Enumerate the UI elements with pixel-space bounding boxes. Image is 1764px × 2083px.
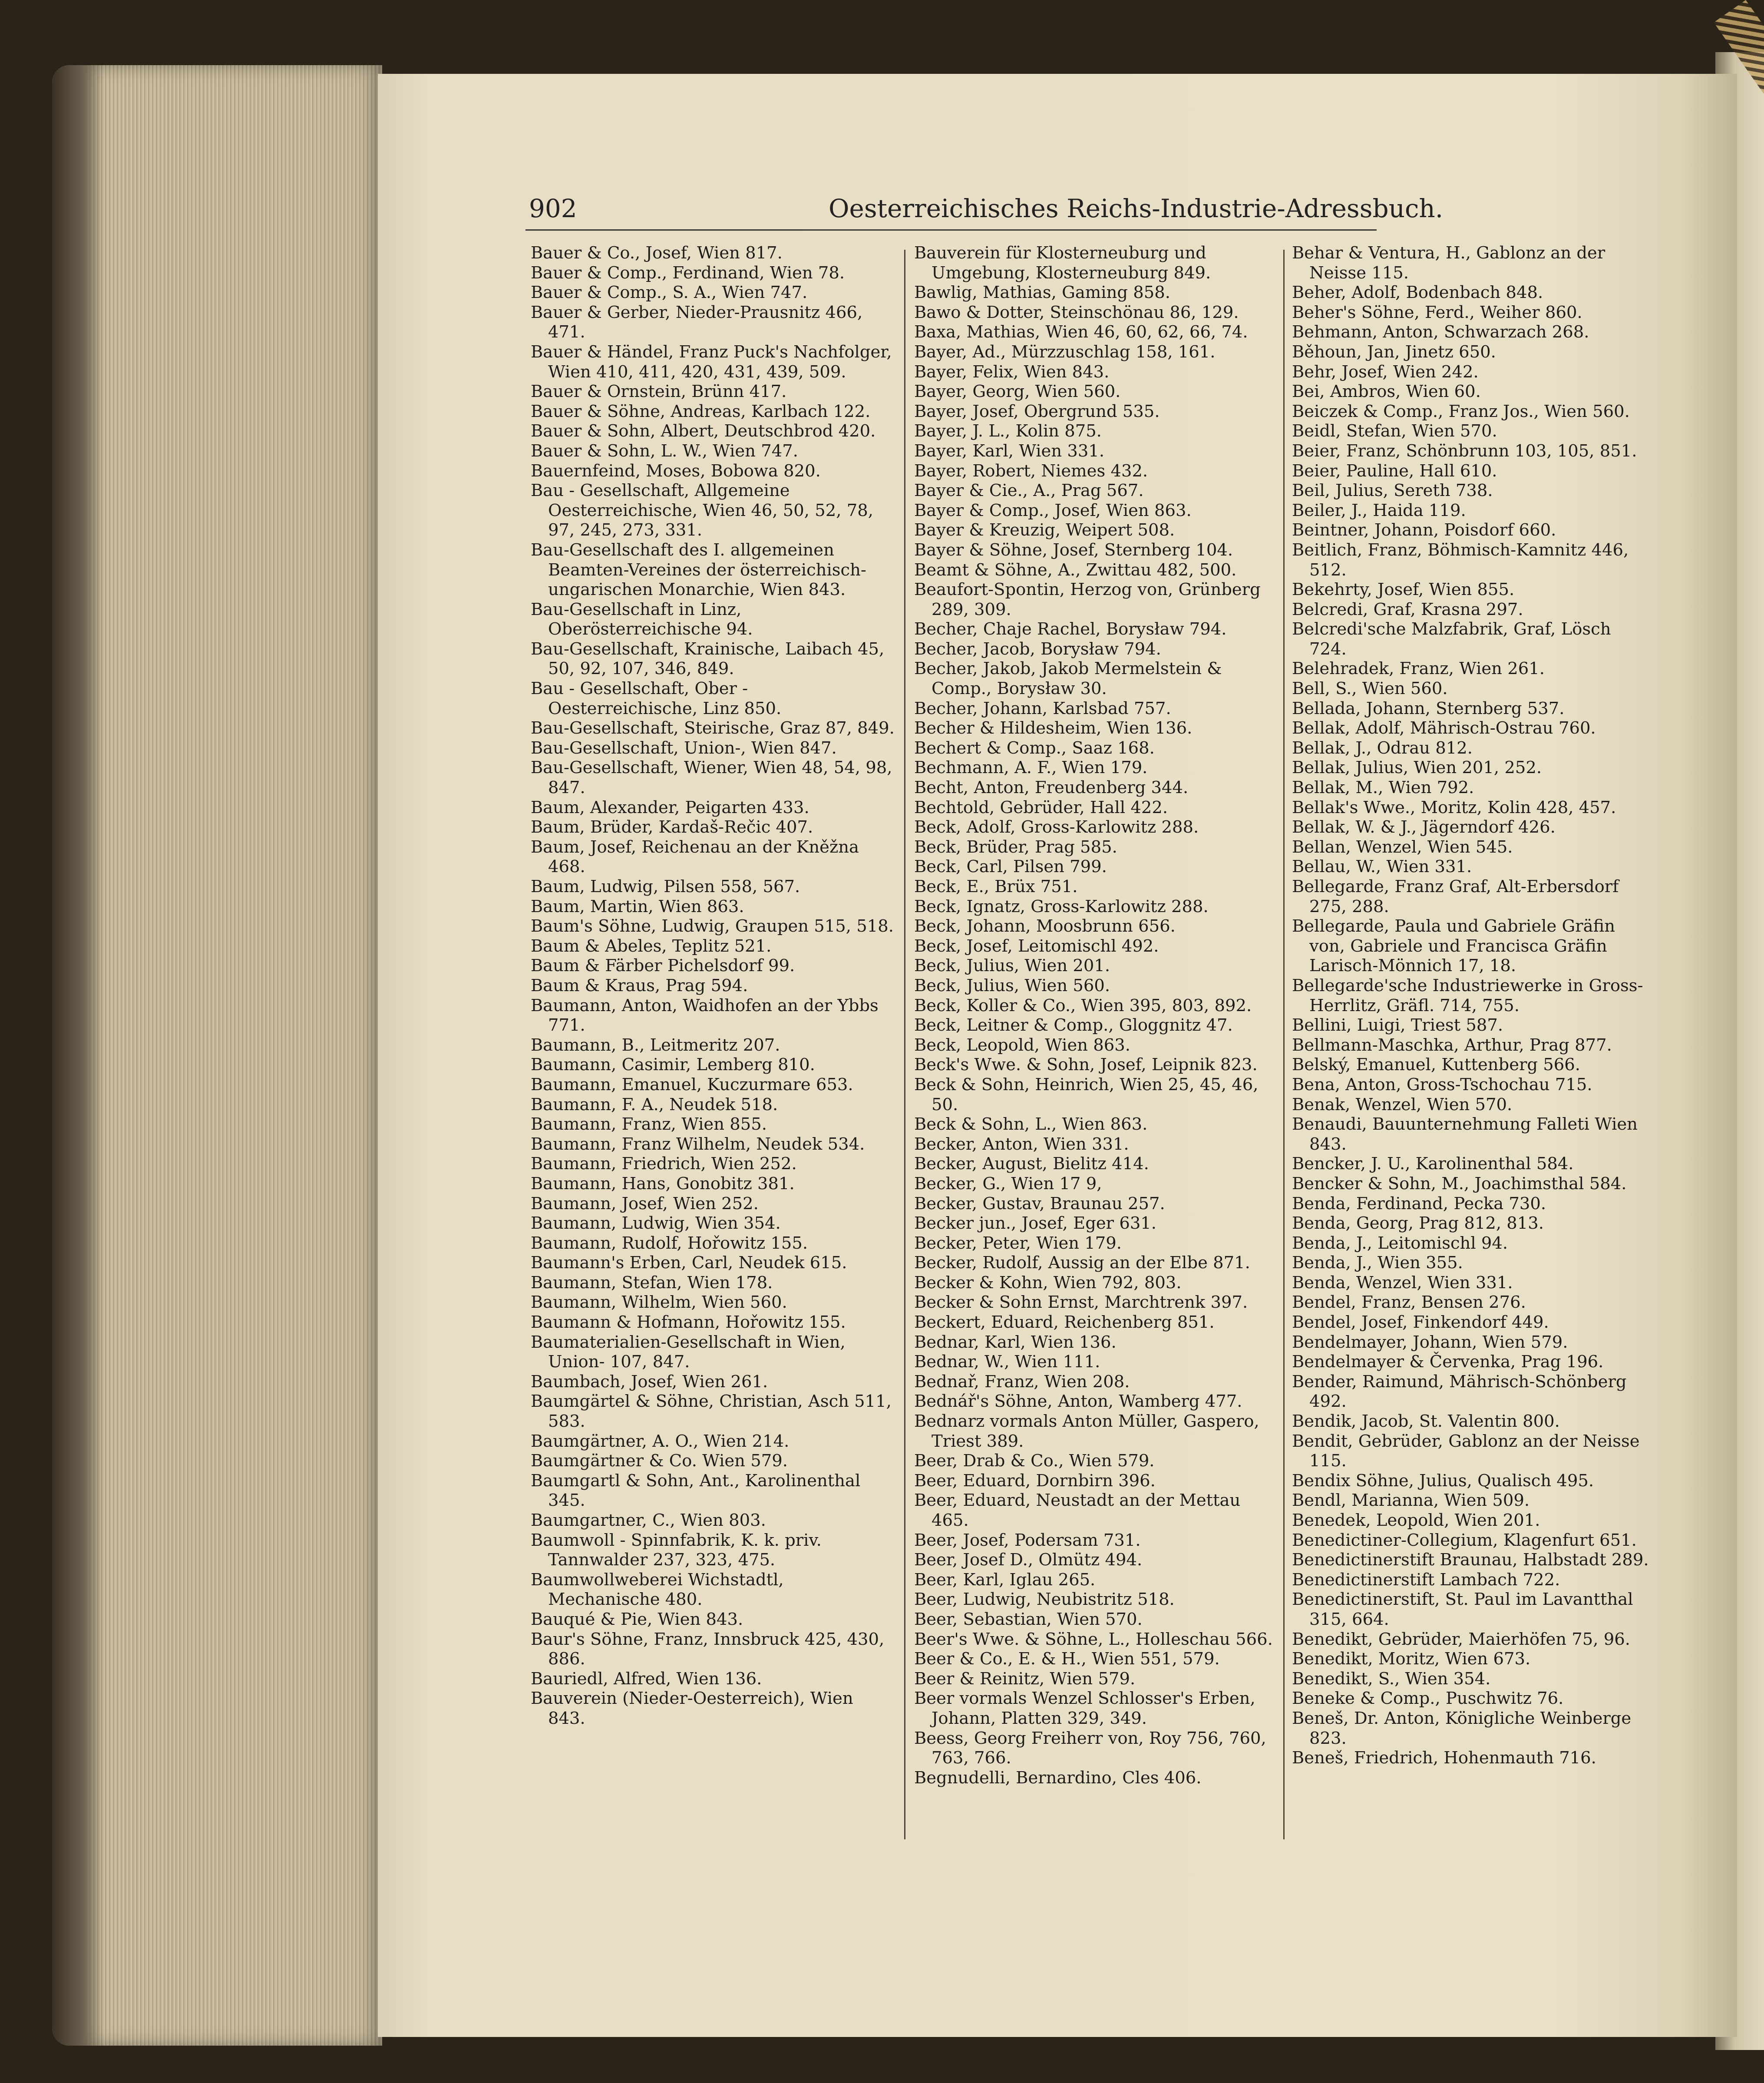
- directory-entry: Baumann, Wilhelm, Wien 560.: [531, 1293, 787, 1313]
- directory-entry: Beer, Josef, Podersam 731.: [914, 1530, 1141, 1550]
- directory-entry: Becker, Rudolf, Aussig an der Elbe 871.: [914, 1253, 1250, 1273]
- directory-entry: Beck, Ignatz, Gross-Karlowitz 288.: [914, 896, 1209, 916]
- directory-entry: Belský, Emanuel, Kuttenberg 566.: [1292, 1055, 1580, 1075]
- directory-entry: Bednar, W., Wien 111.: [914, 1352, 1100, 1372]
- directory-entry: Baum & Färber Pichelsdorf 99.: [531, 956, 795, 976]
- directory-entry: Baumann, B., Leitmeritz 207.: [531, 1035, 780, 1055]
- directory-entry: Beck & Sohn, L., Wien 863.: [914, 1114, 1148, 1134]
- directory-entry: Beer, Josef D., Olmütz 494.: [914, 1550, 1143, 1570]
- directory-entry: Bendix Söhne, Julius, Qualisch 495.: [1292, 1471, 1594, 1491]
- directory-entry: Bauriedl, Alfred, Wien 136.: [531, 1669, 762, 1689]
- directory-entry: Begnudelli, Bernardino, Cles 406.: [914, 1768, 1202, 1788]
- directory-entry: Baumgärtner, A. O., Wien 214.: [531, 1431, 790, 1451]
- directory-entry: Belehradek, Franz, Wien 261.: [1292, 659, 1545, 679]
- directory-entry: Bendel, Franz, Bensen 276.: [1292, 1293, 1526, 1313]
- book-spine-shadow: [52, 65, 104, 2046]
- directory-entry: Becher, Chaje Rachel, Borysław 794.: [914, 619, 1227, 639]
- directory-entry: Beck, Josef, Leitomischl 492.: [914, 936, 1159, 956]
- directory-entry: Bellegarde, Franz Graf, Alt-Erbersdorf 275, 288.: [1292, 877, 1619, 916]
- directory-entry: Bau-Gesellschaft des I. allgemeinen Beamten-Vereines der österreichisch-ungarischen Monarchie, Wien 843.: [531, 540, 866, 600]
- directory-entry: Bellak, J., Odrau 812.: [1292, 738, 1473, 758]
- directory-entry: Bauer & Comp., Ferdinand, Wien 78.: [531, 263, 845, 283]
- directory-entry: Bau - Gesellschaft, Allgemeine Oesterreichische, Wien 46, 50, 52, 78, 97, 245, 273, 331.: [531, 481, 873, 540]
- directory-entry: Bena, Anton, Gross-Tschochau 715.: [1292, 1075, 1592, 1094]
- directory-entry: Beneš, Friedrich, Hohenmauth 716.: [1292, 1748, 1596, 1768]
- directory-entry: Beck, Brüder, Prag 585.: [914, 837, 1117, 857]
- directory-entry: Bendik, Jacob, St. Valentin 800.: [1292, 1412, 1560, 1432]
- directory-entry: Bayer, Georg, Wien 560.: [914, 382, 1121, 402]
- directory-entry: Bencker, J. U., Karolinenthal 584.: [1292, 1154, 1574, 1174]
- directory-entry: Baumaterialien-Gesellschaft in Wien, Union- 107, 847.: [531, 1332, 846, 1372]
- directory-entry: Behmann, Anton, Schwarzach 268.: [1292, 322, 1589, 342]
- directory-entry: Beneke & Comp., Puschwitz 76.: [1292, 1689, 1564, 1709]
- directory-entry: Bayer, J. L., Kolin 875.: [914, 421, 1102, 441]
- directory-entry: Beiczek & Comp., Franz Jos., Wien 560.: [1292, 401, 1630, 421]
- directory-entry: Baum, Josef, Reichenau an der Kněžna 468.: [531, 837, 859, 877]
- directory-entry: Baumgärtner & Co. Wien 579.: [531, 1451, 788, 1471]
- directory-entry: Behr, Josef, Wien 242.: [1292, 362, 1479, 382]
- directory-entry: Baumann, Franz Wilhelm, Neudek 534.: [531, 1134, 865, 1154]
- directory-entry: Baumgartner, C., Wien 803.: [531, 1511, 766, 1530]
- directory-entry: Bauverein (Nieder-Oesterreich), Wien 843.: [531, 1689, 853, 1728]
- directory-entry: Beher, Adolf, Bodenbach 848.: [1292, 283, 1543, 303]
- directory-entry: Baumann, Emanuel, Kuczurmare 653.: [531, 1075, 853, 1094]
- directory-entry: Bau-Gesellschaft, Krainische, Laibach 45, 50, 92, 107, 346, 849.: [531, 639, 885, 679]
- directory-entry: Benak, Wenzel, Wien 570.: [1292, 1094, 1513, 1114]
- directory-entry: Benedictiner-Collegium, Klagenfurt 651.: [1292, 1530, 1637, 1550]
- directory-entry: Baumgärtel & Söhne, Christian, Asch 511, 583.: [531, 1392, 892, 1432]
- page-number: 902: [529, 194, 577, 223]
- directory-entry: Becker, Peter, Wien 179.: [914, 1233, 1122, 1253]
- directory-entry: Bauer & Sohn, Albert, Deutschbrod 420.: [531, 421, 876, 441]
- directory-entry: Bauer & Ornstein, Brünn 417.: [531, 382, 787, 402]
- directory-entry: Beer, Karl, Iglau 265.: [914, 1570, 1096, 1590]
- directory-entry: Bayer, Karl, Wien 331.: [914, 441, 1105, 461]
- directory-entry: Bechtold, Gebrüder, Hall 422.: [914, 797, 1168, 817]
- directory-entry: Baumann, Stefan, Wien 178.: [531, 1273, 773, 1293]
- column-divider: [904, 250, 905, 1839]
- directory-entry: Baum's Söhne, Ludwig, Graupen 515, 518.: [531, 916, 894, 936]
- directory-entry: Beck, Carl, Pilsen 799.: [914, 857, 1107, 877]
- directory-entry: Baumbach, Josef, Wien 261.: [531, 1372, 768, 1392]
- directory-entry: Benedictinerstift Lambach 722.: [1292, 1570, 1560, 1590]
- directory-entry: Bellini, Luigi, Triest 587.: [1292, 1015, 1503, 1035]
- directory-entry: Beneš, Dr. Anton, Königliche Weinberge 823.: [1292, 1708, 1632, 1748]
- directory-entry: Baumgartl & Sohn, Ant., Karolinenthal 345.: [531, 1471, 861, 1511]
- directory-entry: Baum & Abeles, Teplitz 521.: [531, 936, 772, 956]
- directory-column-2: [914, 243, 1281, 1788]
- directory-entry: Bellak, M., Wien 792.: [1292, 778, 1474, 798]
- directory-entry: Beer, Ludwig, Neubistritz 518.: [914, 1590, 1175, 1610]
- directory-entry: Benda, Ferdinand, Pecka 730.: [1292, 1194, 1546, 1213]
- directory-entry: Bayer & Cie., A., Prag 567.: [914, 481, 1144, 501]
- directory-entry: Beck, Leitner & Comp., Gloggnitz 47.: [914, 1015, 1233, 1035]
- directory-entry: Bednar, Karl, Wien 136.: [914, 1332, 1117, 1352]
- directory-entry: Bellau, W., Wien 331.: [1292, 857, 1472, 877]
- directory-entry: Bednař, Franz, Wien 208.: [914, 1372, 1130, 1392]
- directory-entry: Bednarz vormals Anton Müller, Gaspero, Triest 389.: [914, 1412, 1259, 1451]
- directory-entry: Baumann & Hofmann, Hořowitz 155.: [531, 1313, 846, 1332]
- directory-entry: Bayer, Felix, Wien 843.: [914, 362, 1110, 382]
- directory-entry: Bellak, W. & J., Jägerndorf 426.: [1292, 817, 1556, 837]
- directory-entry: Beier, Pauline, Hall 610.: [1292, 461, 1497, 481]
- directory-entry: Bayer & Kreuzig, Weipert 508.: [914, 520, 1175, 540]
- directory-entry: Becher & Hildesheim, Wien 136.: [914, 718, 1193, 738]
- header-rule: [525, 229, 1377, 231]
- directory-entry: Bauer & Sohn, L. W., Wien 747.: [531, 441, 798, 461]
- directory-entry: Beaufort-Spontin, Herzog von, Grünberg 289, 309.: [914, 580, 1261, 619]
- directory-entry: Benedikt, Moritz, Wien 673.: [1292, 1649, 1531, 1669]
- directory-entry: Baum, Alexander, Peigarten 433.: [531, 797, 809, 817]
- directory-entry: Bei, Ambros, Wien 60.: [1292, 382, 1481, 402]
- directory-entry: Bell, S., Wien 560.: [1292, 679, 1448, 699]
- directory-entry: Beer vormals Wenzel Schlosser's Erben, Johann, Platten 329, 349.: [914, 1689, 1255, 1728]
- directory-entry: Becher, Jakob, Jakob Mermelstein & Comp., Borysław 30.: [914, 659, 1222, 699]
- directory-entry: Bau-Gesellschaft, Union-, Wien 847.: [531, 738, 837, 758]
- directory-entry: Belcredi, Graf, Krasna 297.: [1292, 599, 1523, 619]
- directory-entry: Benda, J., Leitomischl 94.: [1292, 1233, 1508, 1253]
- directory-entry: Baxa, Mathias, Wien 46, 60, 62, 66, 74.: [914, 322, 1248, 342]
- directory-entry: Becht, Anton, Freudenberg 344.: [914, 778, 1189, 798]
- directory-entry: Baumwoll - Spinnfabrik, K. k. priv. Tannwalder 237, 323, 475.: [531, 1530, 822, 1570]
- directory-entry: Benedikt, S., Wien 354.: [1292, 1669, 1491, 1689]
- directory-entry: Baum, Martin, Wien 863.: [531, 896, 744, 916]
- directory-entry: Becker, August, Bielitz 414.: [914, 1154, 1149, 1174]
- directory-entry: Bellak's Wwe., Moritz, Kolin 428, 457.: [1292, 797, 1616, 817]
- directory-entry: Baumann, Ludwig, Wien 354.: [531, 1213, 781, 1233]
- directory-entry: Bender, Raimund, Mährisch-Schönberg 492.: [1292, 1372, 1627, 1412]
- directory-entry: Beer, Eduard, Dornbirn 396.: [914, 1471, 1156, 1491]
- directory-entry: Bauverein für Klosterneuburg und Umgebung, Klosterneuburg 849.: [914, 243, 1211, 283]
- directory-entry: Baumann, Anton, Waidhofen an der Ybbs 771.: [531, 995, 879, 1035]
- directory-entry: Beer, Sebastian, Wien 570.: [914, 1609, 1143, 1629]
- directory-entry: Beier, Franz, Schönbrunn 103, 105, 851.: [1292, 441, 1637, 461]
- running-title: Oesterreichisches Reichs-Industrie-Adressbuch.: [829, 194, 1444, 223]
- directory-entry: Baur's Söhne, Franz, Innsbruck 425, 430, 886.: [531, 1629, 885, 1669]
- directory-entry: Benedikt, Gebrüder, Maierhöfen 75, 96.: [1292, 1629, 1630, 1649]
- directory-entry: Bauer & Söhne, Andreas, Karlbach 122.: [531, 401, 871, 421]
- directory-entry: Beck, Julius, Wien 201.: [914, 956, 1110, 976]
- directory-entry: Beck's Wwe. & Sohn, Josef, Leipnik 823.: [914, 1055, 1258, 1075]
- directory-entry: Baumann, Hans, Gonobitz 381.: [531, 1174, 795, 1194]
- directory-entry: Baumann, Casimir, Lemberg 810.: [531, 1055, 815, 1075]
- directory-entry: Baum & Kraus, Prag 594.: [531, 975, 748, 995]
- directory-entry: Bendelmayer & Červenka, Prag 196.: [1292, 1352, 1604, 1372]
- directory-entry: Bau-Gesellschaft, Steirische, Graz 87, 849.: [531, 718, 895, 738]
- directory-entry: Bawlig, Mathias, Gaming 858.: [914, 283, 1171, 303]
- directory-entry: Benda, J., Wien 355.: [1292, 1253, 1463, 1273]
- directory-entry: Baum, Ludwig, Pilsen 558, 567.: [531, 877, 800, 896]
- directory-entry: Beck, Johann, Moosbrunn 656.: [914, 916, 1176, 936]
- directory-entry: Baumann's Erben, Carl, Neudek 615.: [531, 1253, 847, 1273]
- directory-entry: Bauernfeind, Moses, Bobowa 820.: [531, 461, 821, 481]
- directory-entry: Bednář's Söhne, Anton, Wamberg 477.: [914, 1392, 1242, 1412]
- directory-entry: Bendelmayer, Johann, Wien 579.: [1292, 1332, 1568, 1352]
- directory-entry: Becker jun., Josef, Eger 631.: [914, 1213, 1157, 1233]
- directory-entry: Benda, Wenzel, Wien 331.: [1292, 1273, 1513, 1293]
- directory-entry: Bechmann, A. F., Wien 179.: [914, 758, 1148, 778]
- directory-entry: Beckert, Eduard, Reichenberg 851.: [914, 1313, 1215, 1332]
- directory-entry: Baumann, Franz, Wien 855.: [531, 1114, 767, 1134]
- directory-entry: Beer, Eduard, Neustadt an der Mettau 465.: [914, 1491, 1241, 1530]
- directory-entry: Beck, Adolf, Gross-Karlowitz 288.: [914, 817, 1199, 837]
- directory-entry: Baumann, Rudolf, Hořowitz 155.: [531, 1233, 808, 1253]
- directory-entry: Beamt & Söhne, A., Zwittau 482, 500.: [914, 560, 1237, 580]
- directory-entry: Becker & Sohn Ernst, Marchtrenk 397.: [914, 1293, 1248, 1313]
- directory-entry: Beer's Wwe. & Söhne, L., Holleschau 566.: [914, 1629, 1273, 1649]
- directory-entry: Benedictinerstift Braunau, Halbstadt 289.: [1292, 1550, 1649, 1570]
- directory-entry: Bellak, Adolf, Mährisch-Ostrau 760.: [1292, 718, 1596, 738]
- page-header: [529, 191, 1444, 226]
- directory-entry: Beck, Koller & Co., Wien 395, 803, 892.: [914, 995, 1252, 1015]
- directory-entry: Beer & Reinitz, Wien 579.: [914, 1669, 1136, 1689]
- directory-entry: Becher, Johann, Karlsbad 757.: [914, 698, 1171, 718]
- directory-entry: Bellmann-Maschka, Arthur, Prag 877.: [1292, 1035, 1612, 1055]
- directory-entry: Bendit, Gebrüder, Gablonz an der Neisse 115.: [1292, 1431, 1640, 1471]
- directory-entry: Bayer, Ad., Mürzzuschlag 158, 161.: [914, 342, 1216, 362]
- directory-entry: Bau - Gesellschaft, Ober - Oesterreichische, Linz 850.: [531, 679, 782, 718]
- directory-entry: Beck, Leopold, Wien 863.: [914, 1035, 1130, 1055]
- directory-entry: Beintner, Johann, Poisdorf 660.: [1292, 520, 1556, 540]
- directory-entry: Bau-Gesellschaft, Wiener, Wien 48, 54, 98, 847.: [531, 758, 892, 798]
- directory-entry: Bau-Gesellschaft in Linz, Oberösterreichische 94.: [531, 599, 753, 639]
- directory-entry: Baumwollweberei Wichstadtl, Mechanische 480.: [531, 1570, 784, 1610]
- directory-entry: Benaudi, Bauunternehmung Falleti Wien 843.: [1292, 1114, 1638, 1154]
- directory-column-1: [531, 243, 895, 1729]
- directory-entry: Beher's Söhne, Ferd., Weiher 860.: [1292, 302, 1582, 322]
- directory-entry: Becker, G., Wien 17 9,: [914, 1174, 1102, 1194]
- directory-entry: Bayer, Josef, Obergrund 535.: [914, 401, 1160, 421]
- directory-entry: Bawo & Dotter, Steinschönau 86, 129.: [914, 302, 1239, 322]
- directory-entry: Bellegarde'sche Industriewerke in Gross-Herrlitz, Gräfl. 714, 755.: [1292, 975, 1643, 1015]
- directory-entry: Bellak, Julius, Wien 201, 252.: [1292, 758, 1542, 778]
- directory-entry: Bauer & Gerber, Nieder-Prausnitz 466, 471.: [531, 302, 863, 342]
- directory-entry: Benedek, Leopold, Wien 201.: [1292, 1511, 1540, 1530]
- directory-entry: Beer & Co., E. & H., Wien 551, 579.: [914, 1649, 1220, 1669]
- directory-entry: Benedictinerstift, St. Paul im Lavantthal 315, 664.: [1292, 1590, 1633, 1629]
- directory-entry: Bayer, Robert, Niemes 432.: [914, 461, 1148, 481]
- directory-entry: Bendel, Josef, Finkendorf 449.: [1292, 1313, 1549, 1332]
- directory-entry: Baumann, Friedrich, Wien 252.: [531, 1154, 797, 1174]
- directory-entry: Bayer & Söhne, Josef, Sternberg 104.: [914, 540, 1233, 560]
- directory-entry: Bechert & Comp., Saaz 168.: [914, 738, 1155, 758]
- directory-entry: Bellegarde, Paula und Gabriele Gräfin von, Gabriele und Francisca Gräfin Larisch-Mönnich 17, 18.: [1292, 916, 1615, 976]
- directory-entry: Beess, Georg Freiherr von, Roy 756, 760, 763, 766.: [914, 1728, 1266, 1768]
- directory-entry: Bauer & Comp., S. A., Wien 747.: [531, 283, 808, 303]
- directory-entry: Becher, Jacob, Borysław 794.: [914, 639, 1161, 659]
- directory-entry: Beck, Julius, Wien 560.: [914, 975, 1110, 995]
- directory-entry: Bauer & Co., Josef, Wien 817.: [531, 243, 783, 263]
- directory-entry: Bellada, Johann, Sternberg 537.: [1292, 698, 1565, 718]
- directory-entry: Becker, Anton, Wien 331.: [914, 1134, 1129, 1154]
- directory-entry: Bekehrty, Josef, Wien 855.: [1292, 580, 1515, 600]
- directory-entry: Becker, Gustav, Braunau 257.: [914, 1194, 1165, 1213]
- directory-entry: Beiler, J., Haida 119.: [1292, 500, 1466, 520]
- directory-entry: Baumann, F. A., Neudek 518.: [531, 1094, 778, 1114]
- directory-entry: Běhoun, Jan, Jinetz 650.: [1292, 342, 1496, 362]
- directory-entry: Bauqué & Pie, Wien 843.: [531, 1609, 743, 1629]
- directory-entry: Beer, Drab & Co., Wien 579.: [914, 1451, 1155, 1471]
- directory-entry: Bayer & Comp., Josef, Wien 863.: [914, 500, 1192, 520]
- directory-entry: Beitlich, Franz, Böhmisch-Kamnitz 446, 512.: [1292, 540, 1629, 580]
- directory-entry: Becker & Kohn, Wien 792, 803.: [914, 1273, 1182, 1293]
- directory-column-3: [1292, 243, 1652, 1768]
- directory-entry: Beil, Julius, Sereth 738.: [1292, 481, 1493, 501]
- directory-entry: Behar & Ventura, H., Gablonz an der Neisse 115.: [1292, 243, 1605, 283]
- directory-entry: Baumann, Josef, Wien 252.: [531, 1194, 759, 1213]
- directory-entry: Bauer & Händel, Franz Puck's Nachfolger, Wien 410, 411, 420, 431, 439, 509.: [531, 342, 892, 382]
- directory-entry: Baum, Brüder, Kardaš-Rečic 407.: [531, 817, 813, 837]
- directory-entry: Bencker & Sohn, M., Joachimsthal 584.: [1292, 1174, 1627, 1194]
- directory-entry: Bendl, Marianna, Wien 509.: [1292, 1491, 1530, 1511]
- directory-entry: Beidl, Stefan, Wien 570.: [1292, 421, 1497, 441]
- directory-entry: Bellan, Wenzel, Wien 545.: [1292, 837, 1513, 857]
- directory-entry: Beck & Sohn, Heinrich, Wien 25, 45, 46, 50.: [914, 1075, 1259, 1114]
- directory-entry: Benda, Georg, Prag 812, 813.: [1292, 1213, 1544, 1233]
- directory-entry: Belcredi'sche Malzfabrik, Graf, Lösch 724.: [1292, 619, 1611, 659]
- directory-entry: Beck, E., Brüx 751.: [914, 877, 1078, 896]
- column-divider: [1283, 250, 1285, 1839]
